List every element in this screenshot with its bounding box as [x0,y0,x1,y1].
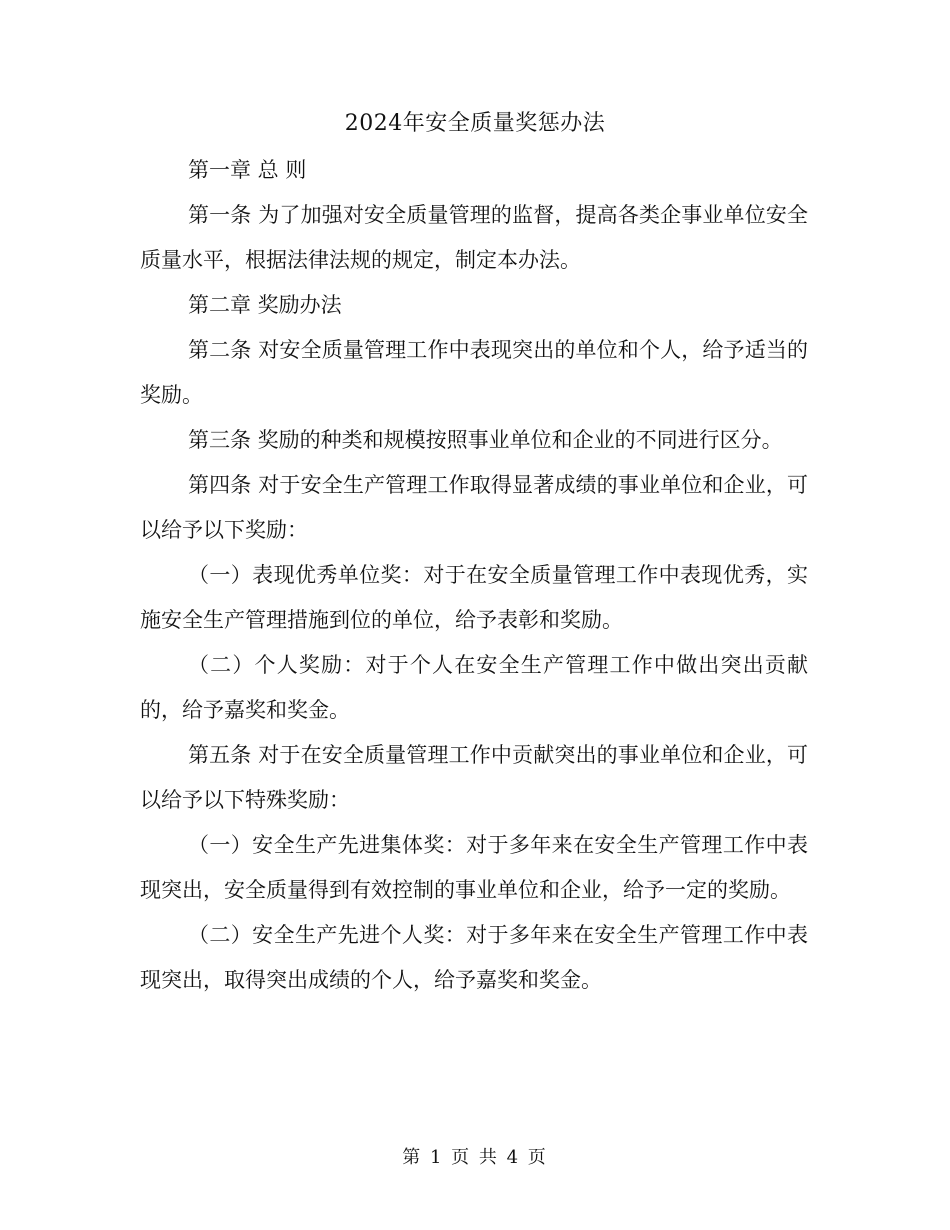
article-1: 第一条 为了加强对安全质量管理的监督，提高各类企事业单位安全质量水平，根据法律法规的规定，制定本办法。 [140,203,808,272]
article-5-item-2: （二）安全生产先进个人奖：对于多年来在安全生产管理工作中表现突出，取得突出成绩的个人，给予嘉奖和奖金。 [140,923,808,992]
document-title: 2024年安全质量奖惩办法 [344,111,606,136]
page-number-footer: 第 1 页 共 4 页 [402,1147,548,1168]
chapter-heading-2: 第二章 奖励办法 [188,293,342,317]
article-5: 第五条 对于在安全质量管理工作中贡献突出的事业单位和企业，可以给予以下特殊奖励： [140,743,808,812]
article-5-item-1: （一）安全生产先进集体奖：对于多年来在安全生产管理工作中表现突出，安全质量得到有效控制的事业单位和企业，给予一定的奖励。 [140,833,808,902]
article-4-item-2: （二）个人奖励：对于个人在安全生产管理工作中做出突出贡献的，给予嘉奖和奖金。 [140,653,808,722]
article-4: 第四条 对于安全生产管理工作取得显著成绩的事业单位和企业，可以给予以下奖励： [140,473,808,542]
document-body [140,148,808,1003]
chapter-heading-1: 第一章 总 则 [188,158,307,182]
article-2: 第二条 对安全质量管理工作中表现突出的单位和个人，给予适当的奖励。 [140,338,808,407]
article-3: 第三条 奖励的种类和规模按照事业单位和企业的不同进行区分。 [188,428,783,452]
article-4-item-1: （一）表现优秀单位奖：对于在安全质量管理工作中表现优秀，实施安全生产管理措施到位的单位，给予表彰和奖励。 [140,563,808,632]
